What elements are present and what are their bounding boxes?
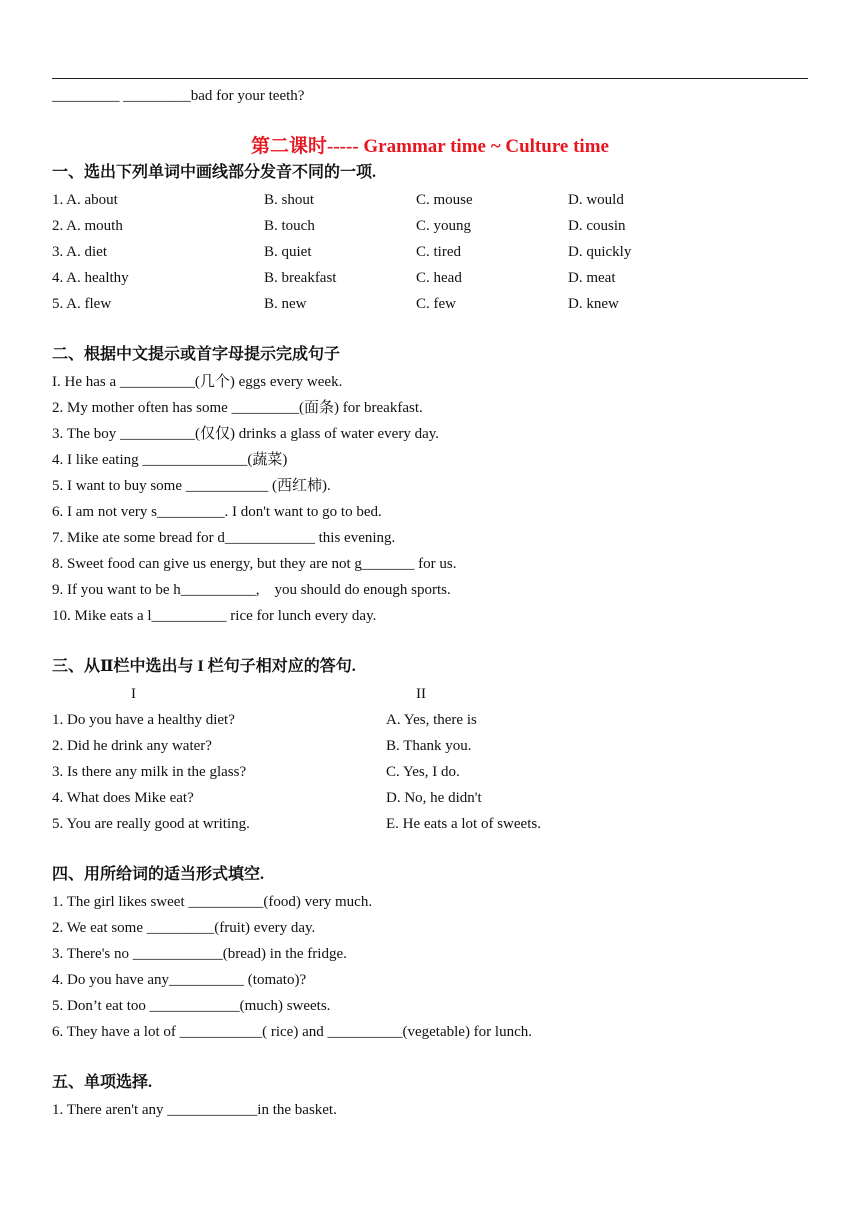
s2-item: 3. The boy __________(仅仅) drinks a glass of water every day. xyxy=(52,426,439,442)
s1-row xyxy=(52,243,632,261)
s2-item: 4. I like eating ______________(蔬菜) xyxy=(52,452,288,468)
header-rule xyxy=(52,78,808,79)
s1-option: D. meat xyxy=(568,270,616,286)
s1-option: B. breakfast xyxy=(264,270,337,286)
s2-item: 5. I want to buy some ___________ (西红柿). xyxy=(52,478,331,494)
s4-item: 2. We eat some _________(fruit) every day. xyxy=(52,920,316,936)
s3-answer: A. Yes, there is xyxy=(386,712,477,728)
s3-row xyxy=(52,711,477,729)
s1-row xyxy=(52,191,624,209)
s3-row xyxy=(52,815,541,833)
section3-heading: 三、从Ⅱ栏中选出与 I 栏句子相对应的答句. xyxy=(52,658,356,675)
s3-column-headers xyxy=(52,685,426,703)
s1-option: D. knew xyxy=(568,296,619,312)
s4-item: 6. They have a lot of ___________( rice) and __________(vegetable) for lunch. xyxy=(52,1024,532,1040)
section2-heading: 二、根据中文提示或首字母提示完成句子 xyxy=(52,346,341,363)
s4-item: 1. The girl likes sweet __________(food) very much. xyxy=(52,894,373,910)
s3-answer: D. No, he didn't xyxy=(386,790,482,806)
section5-heading: 五、单项选择. xyxy=(52,1074,153,1091)
col1-header: I xyxy=(131,686,136,702)
s1-row xyxy=(52,295,619,313)
top-line: _________ _________bad for your teeth? xyxy=(52,88,305,104)
s1-option: B. new xyxy=(264,296,307,312)
s3-row xyxy=(52,763,460,781)
col2-header: II xyxy=(416,686,426,702)
s1-option: 1. A. about xyxy=(52,192,118,208)
s1-option: D. quickly xyxy=(568,244,632,260)
page-title: 第二课时----- Grammar time ~ Culture time xyxy=(251,136,609,157)
s5-item: 1. There aren't any ____________in the basket. xyxy=(52,1102,337,1118)
s1-row xyxy=(52,217,626,235)
s1-row xyxy=(52,269,616,287)
s1-option: B. shout xyxy=(264,192,315,208)
s4-item: 5. Don’t eat too ____________(much) sweets. xyxy=(52,998,331,1014)
s3-question: 1. Do you have a healthy diet? xyxy=(52,712,235,728)
s1-option: 5. A. flew xyxy=(52,296,112,312)
s3-answer: C. Yes, I do. xyxy=(386,764,460,780)
s1-option: D. would xyxy=(568,192,624,208)
s1-option: B. quiet xyxy=(264,244,312,260)
s1-option: 4. A. healthy xyxy=(52,270,129,286)
s1-option: 3. A. diet xyxy=(52,244,107,260)
s2-item: I. He has a __________(几个) eggs every week. xyxy=(52,374,343,390)
s1-option: C. few xyxy=(416,296,456,312)
s1-option: B. touch xyxy=(264,218,315,234)
s1-option: C. mouse xyxy=(416,192,473,208)
s4-item: 4. Do you have any__________ (tomato)? xyxy=(52,972,307,988)
s2-item: 2. My mother often has some _________(面条) for breakfast. xyxy=(52,400,423,416)
s1-option: 2. A. mouth xyxy=(52,218,123,234)
s3-answer: B. Thank you. xyxy=(386,738,472,754)
section1-heading: 一、选出下列单词中画线部分发音不同的一项. xyxy=(52,164,377,181)
s2-item: 8. Sweet food can give us energy, but they are not g_______ for us. xyxy=(52,556,457,572)
s2-item: 6. I am not very s_________. I don't want to go to bed. xyxy=(52,504,382,520)
s3-row xyxy=(52,789,482,807)
s3-question: 5. You are really good at writing. xyxy=(52,816,250,832)
s3-question: 2. Did he drink any water? xyxy=(52,738,212,754)
s2-item: 9. If you want to be h__________, you should do enough sports. xyxy=(52,582,451,598)
s2-item: 10. Mike eats a l__________ rice for lunch every day. xyxy=(52,608,377,624)
s1-option: C. tired xyxy=(416,244,461,260)
section4-heading: 四、用所给词的适当形式填空. xyxy=(52,866,265,883)
s2-item: 7. Mike ate some bread for d____________ this evening. xyxy=(52,530,396,546)
s3-row xyxy=(52,737,472,755)
s1-option: C. head xyxy=(416,270,462,286)
s4-item: 3. There's no ____________(bread) in the fridge. xyxy=(52,946,347,962)
s3-question: 4. What does Mike eat? xyxy=(52,790,194,806)
s1-option: D. cousin xyxy=(568,218,626,234)
s1-option: C. young xyxy=(416,218,472,234)
s3-question: 3. Is there any milk in the glass? xyxy=(52,764,247,780)
s3-answer: E. He eats a lot of sweets. xyxy=(386,816,541,832)
